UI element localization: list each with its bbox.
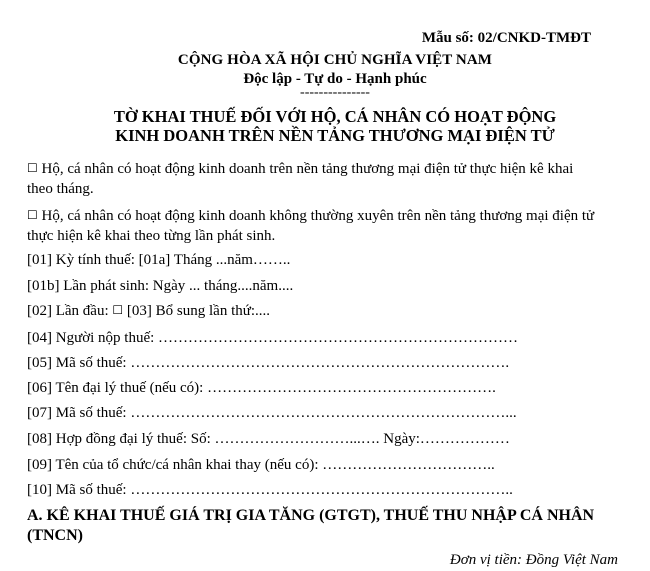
field-02-label: [02] Lần đầu:: [27, 303, 109, 319]
field-08-agent-contract[interactable]: [08] Hợp đồng đại lý thuế: Số: ………………………...…. Ngày:………………: [27, 431, 510, 447]
form-title-line-2: KINH DOANH TRÊN NỀN TẢNG THƯƠNG MẠI ĐIỆN TỬ: [115, 126, 555, 145]
checkbox-icon[interactable]: ☐: [27, 208, 38, 222]
field-09-declarant[interactable]: [09] Tên của tổ chức/cá nhân khai thay (nếu có): ……………………………..: [27, 457, 495, 473]
field-01-tax-period: [01] Kỳ tính thuế: [01a] Tháng ...năm……..: [27, 252, 291, 268]
field-06-tax-agent[interactable]: [06] Tên đại lý thuế (nếu có): ………………………………………………….: [27, 380, 496, 396]
section-a-heading: A. KÊ KHAI THUẾ GIÁ TRỊ GIA TĂNG (GTGT), THUẾ THU NHẬP CÁ NHÂN (TNCN): [27, 507, 595, 544]
field-01b-occurrence: [01b] Lần phát sinh: Ngày ... tháng....năm....: [27, 278, 294, 294]
form-title-line-1: TỜ KHAI THUẾ ĐỐI VỚI HỘ, CÁ NHÂN CÓ HOẠT ĐỘNG: [113, 107, 557, 126]
field-07-agent-tax-code[interactable]: [07] Mã số thuế: …………………………………………………………………...: [27, 405, 517, 421]
nation-name: CỘNG HÒA XÃ HỘI CHỦ NGHĨA VIỆT NAM: [177, 52, 493, 68]
field-10-declarant-tax-code[interactable]: [10] Mã số thuế: …………………………………………………………………..: [27, 482, 513, 498]
checkbox-icon[interactable]: ☐: [27, 161, 38, 175]
field-03-label: [03] Bổ sung lần thứ:....: [126, 303, 271, 319]
option-per-occurrence-label: Hộ, cá nhân có hoạt động kinh doanh không thường xuyên trên nền tảng thương mại điện tử thực hiện kê khai theo từng lần phát sinh.: [27, 208, 595, 244]
field-02-03: [27, 303, 270, 320]
national-motto: Độc lập - Tự do - Hạnh phúc: [243, 71, 427, 87]
form-title: [40, 107, 630, 145]
form-number: Mẫu số: 02/CNKD-TMĐT: [421, 30, 591, 46]
field-05-tax-code[interactable]: [05] Mã số thuế: ………………………………………………………………….: [27, 355, 510, 371]
option-monthly-label: Hộ, cá nhân có hoạt động kinh doanh trên nền tảng thương mại điện tử thực hiện kê khai theo tháng.: [27, 161, 574, 197]
checkbox-icon[interactable]: ☐: [112, 303, 124, 317]
currency-unit: Đơn vị tiền: Đồng Việt Nam: [449, 552, 618, 568]
option-per-occurrence[interactable]: [27, 206, 602, 246]
header-divider: ---------------: [300, 85, 370, 100]
option-monthly[interactable]: [27, 159, 602, 199]
field-04-taxpayer[interactable]: [04] Người nộp thuế: ………………………………………………………………: [27, 330, 519, 346]
